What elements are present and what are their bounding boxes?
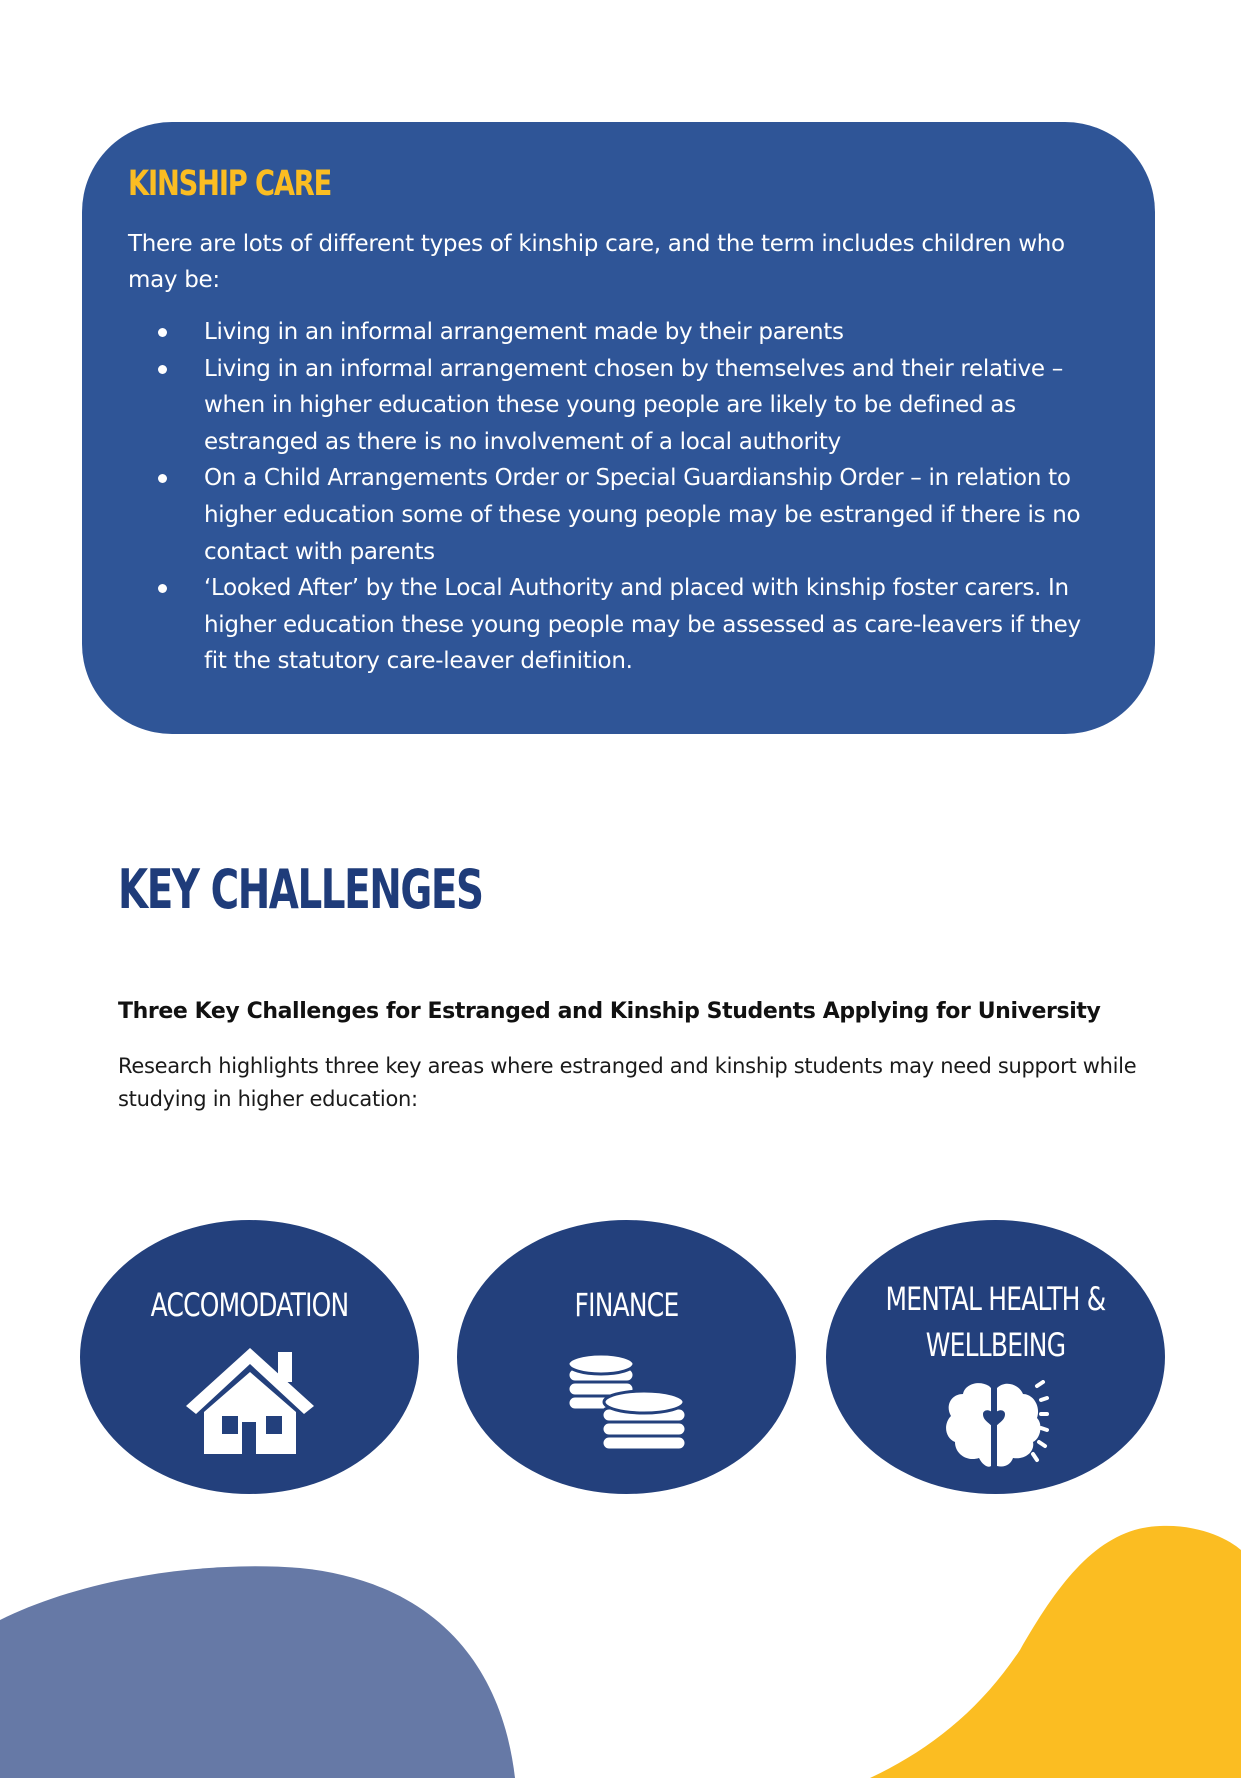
decorative-yellow-blob	[870, 1520, 1241, 1778]
list-item	[158, 570, 1099, 680]
decorative-blue-blob	[0, 1560, 520, 1778]
research-paragraph: Research highlights three key areas where estranged and kinship students may need support while studying in higher education:	[118, 1054, 1137, 1111]
bullet-icon	[158, 584, 167, 593]
kinship-care-title: KINSHIP CARE	[128, 164, 332, 204]
list-item	[158, 460, 1099, 570]
brain-heart-icon	[943, 1380, 1049, 1470]
kinship-care-box	[82, 122, 1155, 734]
challenges-subheading: Three Key Challenges for Estranged and Kinship Students Applying for University	[118, 999, 1101, 1024]
list-item-text: ‘Looked After’ by the Local Authority and placed with kinship foster carers. In higher education these young people may be assessed as care-leavers if they fit the statutory care-leaver definition.	[204, 575, 1081, 675]
kinship-care-list	[128, 314, 1099, 680]
accommodation-label: ACCOMODATION	[150, 1286, 349, 1324]
finance-label: FINANCE	[574, 1286, 679, 1324]
accommodation-circle	[80, 1220, 419, 1494]
house-icon	[184, 1340, 316, 1456]
finance-circle	[457, 1220, 796, 1494]
list-item-text: Living in an informal arrangement chosen by themselves and their relative – when in higher education these young people are likely to be defined as estranged as there is no involvement of a local authority	[204, 355, 1063, 455]
kinship-care-intro: There are lots of different types of kinship care, and the term includes children who may be:	[128, 231, 1065, 293]
coins-icon	[564, 1350, 690, 1454]
list-item-text: Living in an informal arrangement made by their parents	[204, 319, 844, 345]
list-item	[158, 351, 1099, 461]
mental-health-label-line2: WELLBEING	[925, 1326, 1066, 1364]
mental-health-label-line1: MENTAL HEALTH &	[885, 1280, 1106, 1318]
list-item-text: On a Child Arrangements Order or Special Guardianship Order – in relation to higher education some of these young people may be estranged if there is no contact with parents	[204, 465, 1081, 565]
mental-health-circle	[826, 1220, 1165, 1494]
bullet-icon	[158, 328, 167, 337]
bullet-icon	[158, 474, 167, 483]
list-item	[158, 314, 1099, 351]
key-challenges-title: KEY CHALLENGES	[118, 858, 483, 921]
bullet-icon	[158, 365, 167, 374]
